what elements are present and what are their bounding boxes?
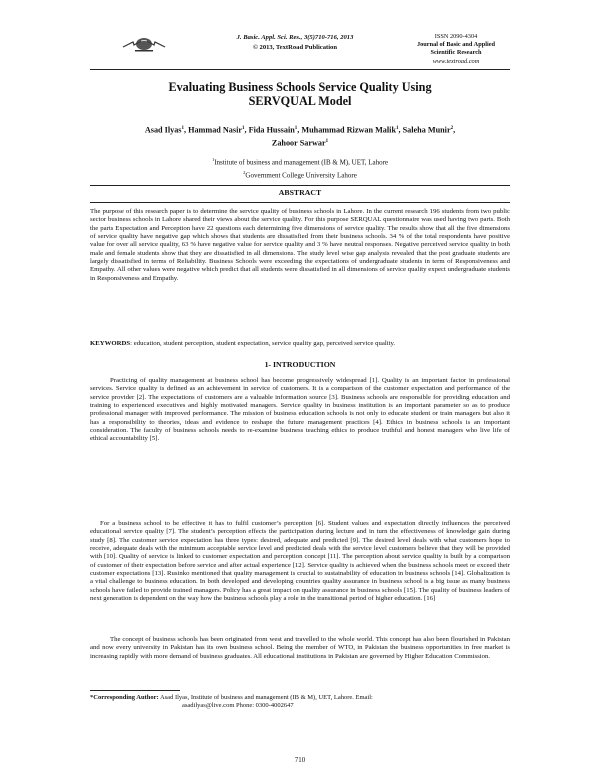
author-line-2 xyxy=(90,136,510,149)
intro-paragraph-2: For a business school to be effective it has to fulfil customer’s perception [6]. Student values and expectation directly influences the perceived educational service quality [7]. The student’s perception effects the participation during lecture and in turn the effectiveness of knowledge gain during study [8]. The customer service expectation has three types: desired, adequate and predicted [9]. The desired level deals with what customers hope to receive, adequate deals with the minimum acceptable service level and predicted deals with the service level customers believe that they will be provided with [10]. Quality of service is linked to customer expectation and perception concept [11]. The perception about service quality is built by a comparison of customer of their expectation before service and after actual experience [12]. Service quality is achieved when the business schools meet or exceed their customer expectations [13]. Rusinko mentioned that quality management is crucial to sustainability of education in business schools [14]. Globalization is a vital challenge to business education. In both developed and developing countries quality assurance in business school is a big issue as many business schools have failed to provide trained managers. Policy has a great impact on quality assurance in business schools [15]. The quality of business leaders of next generation is dependent on the way how the business schools play a role in the transitional period of higher education. [16] xyxy=(90,520,510,603)
journal-name-line1: Journal of Basic and Applied xyxy=(416,41,496,49)
footnote-line-1: Asad Ilyas, Institute of business and management (IB & M), UET, Lahore. Email: xyxy=(158,694,373,701)
author-sup: 1 xyxy=(396,126,399,131)
citation: J. Basic. Appl. Sci. Res., 3(5)710-716, 2013 xyxy=(236,34,354,41)
author-sup: 1 xyxy=(181,126,184,131)
keywords xyxy=(90,340,510,348)
author-name: Asad Ilyas xyxy=(144,125,182,135)
author-name: Hammad Nasir xyxy=(188,125,242,135)
paper-title xyxy=(90,80,510,108)
title-line-2: SERVQUAL Model xyxy=(248,94,352,108)
keywords-list: : education, student perception, student expectation, service quality gap, perceived service quality. xyxy=(130,340,396,347)
affiliation-text: Institute of business and management (IB & M), UET, Lahore xyxy=(214,158,389,167)
journal-website: www.textroad.com xyxy=(432,57,480,65)
footnote-label: *Corresponding Author: xyxy=(90,694,159,701)
affiliation-sup: 2 xyxy=(243,169,246,175)
intro-paragraph-1: Practicing of quality management at business school has become progressively widespread [1]. Quality is an important factor in professional services. Service quality is defined as an achievement in service of customers. It is a comparison of the customer expectation and performance of the service provider [2]. The expectations of customers are a valuable information source [3]. Business schools are responsible for providing education and training to experienced executives and highly motivated managers. Service quality in business institution is an important parameter so as to produce professional manager with improved performance. The mission of business education schools is not only to educate student or train managers but also it has a responsibility to theories, ideas and evidence to reshape the future management practices [4]. Ethics in business schools is an important consideration. The faculty of business schools needs to re-examine business teaching ethics to produce truthful and honest managers who live life of ethical accountability [5]. xyxy=(90,377,510,443)
author-sup: 1 xyxy=(242,126,245,131)
author-line-1: Asad Ilyas$^1$, Hammad Nasir$^1$, Fida Hussain$^1$, Muhammad Rizwan Malik$^1$, Saleha Munir$^2$, xyxy=(144,125,456,135)
affiliation-sup: 1 xyxy=(211,157,215,162)
keywords-label: KEYWORDS xyxy=(90,340,131,347)
abstract-heading: ABSTRACT xyxy=(278,188,322,197)
author-sup: 1 xyxy=(294,126,298,131)
intro-paragraph-3: The concept of business schools has been originated from west and travelled to the whole world. This concept has also been flourished in Pakistan and now every university in Pakistan has its own business school. Being the member of WTO, in Pakistan the business opportunities in free market is increasing rapidly with more demand of business graduates. All educational institutions in Pakistan are governed by Higher Education Commission. xyxy=(90,636,510,660)
author-sup: 2 xyxy=(450,126,454,131)
affiliation-text: Government College University Lahore xyxy=(245,170,357,179)
author-name: Fida Hussain xyxy=(248,125,295,135)
affiliation xyxy=(90,168,510,181)
globe-logo-icon xyxy=(121,35,167,53)
author-list xyxy=(90,123,510,149)
affiliation xyxy=(90,155,510,168)
footnote-line-2: asadilyas@live.com Phone: 0300-4002647 xyxy=(182,702,294,710)
copyright: © 2013, TextRoad Publication xyxy=(252,44,338,51)
author-name: Muhammad Rizwan Malik xyxy=(301,125,396,135)
footnote-divider xyxy=(90,690,180,691)
author-sup: 1 xyxy=(325,139,329,145)
page-number: 710 xyxy=(294,757,306,764)
header-divider xyxy=(90,69,510,70)
corresponding-author-footnote xyxy=(90,694,510,710)
journal-info-block xyxy=(400,33,512,66)
author-name: Saleha Munir xyxy=(402,125,451,135)
journal-name-line2: Scientific Research xyxy=(430,49,482,57)
journal-citation-block xyxy=(210,33,380,53)
affiliations xyxy=(90,155,510,180)
section-heading-introduction: 1- INTRODUCTION xyxy=(264,360,336,369)
abstract-text: The purpose of this research paper is to determine the service quality of business schools in Lahore. In the current research 196 students from two public sector business schools in Lahore shared their views about the service quality. For this purpose SERQUAL questionnaire was used having two parts. Both the parts Expectation and Perception have 22 questions each determining five dimensions of service quality. The results show that all the five dimensions of service quality have negative gap which shows that students are dissatisfied from their business schools. 34 % of the total respondents have positive value for over all service quality, 63 % have negative value for service quality and 3 % have neutral responses. Negative perceived service quality in both male and female students show that they are dissatisfied in all dimensions. The study level wise gap analysis revealed that the post graduate students are largely dissatisfied in terms of Reliability. Business Schools were exceeding the expectations of undergraduate students in term of Responsiveness and Empathy. All other values were negative which predict that all students were dissatisfied in all dimensions of service quality expect undergraduate students in Responsiveness and Empathy. xyxy=(90,208,510,282)
author-name: Zahoor Sarwar xyxy=(271,138,326,148)
title-line-1: Evaluating Business Schools Service Quality Using xyxy=(168,80,432,94)
issn: ISSN 2090-4304 xyxy=(434,33,478,40)
